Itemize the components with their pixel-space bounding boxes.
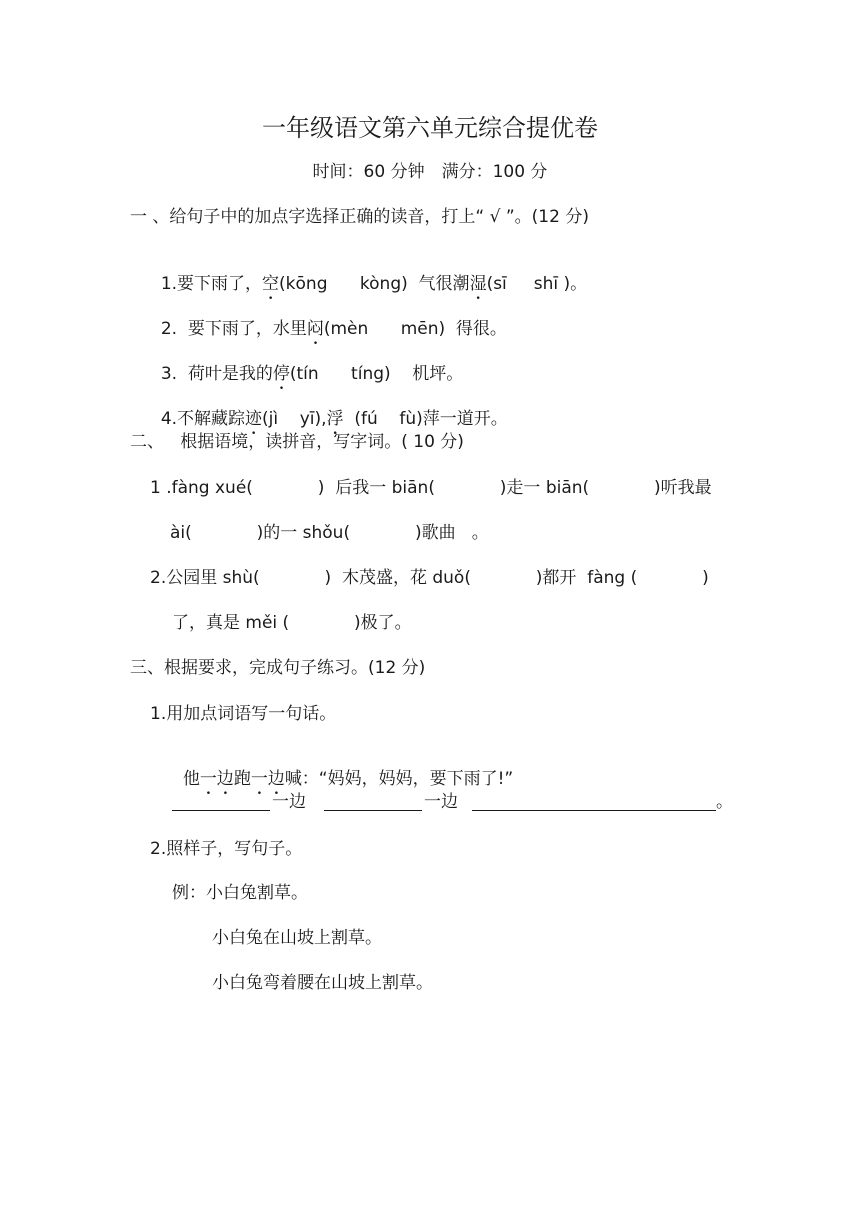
answer-blank-2[interactable] [324, 810, 422, 811]
text: 他 [182, 769, 200, 789]
text: (sī shī )。 [486, 274, 588, 294]
s2-question-1-line1: 1 .fàng xué( ) 后我一 biān( )走一 biān( )听我最 [150, 478, 712, 498]
s2-question-2-line2: 了，真是 měi ( )极了。 [172, 613, 412, 633]
section1-heading: 一 、给句子中的加点字选择正确的读音，打上“ √ ”。(12 分) [130, 207, 589, 227]
text: (tín tíng) 机坪。 [289, 364, 464, 384]
text: 跑 [233, 769, 251, 789]
section3-heading: 三、根据要求，完成句子练习。(12 分) [130, 658, 426, 678]
s3-example-line-1: 例：小白兔割草。 [172, 883, 308, 903]
dotted-char: 空 [262, 274, 280, 294]
text: (fú fù)萍一道开。 [343, 409, 508, 429]
dotted-word: 一边 [250, 769, 285, 789]
answer-blank-1[interactable] [172, 810, 270, 811]
dotted-char: 闷 [306, 319, 324, 339]
dotted-char: 浮 [326, 409, 344, 429]
s3-question-1-example [172, 743, 513, 799]
text: (jì yī), [262, 409, 327, 429]
fill-end-punct: 。 [716, 792, 733, 812]
page-subtitle: 时间：60 分钟 满分：100 分 [312, 162, 548, 182]
text: 喊：“妈妈，妈妈，要下雨了!” [284, 769, 514, 789]
dotted-word: 一边 [199, 769, 234, 789]
s3-question-2-title: 2.照样子，写句子。 [150, 839, 303, 859]
text: 2. 要下雨了，水里 [160, 319, 307, 339]
answer-blank-3[interactable] [472, 810, 716, 811]
fill-word-1: 一边 [272, 792, 306, 812]
s3-example-line-3: 小白兔弯着腰在山坡上割草。 [212, 973, 433, 993]
fill-word-2: 一边 [424, 792, 458, 812]
text: 1.要下雨了， [160, 274, 263, 294]
dotted-char: 迹 [245, 409, 263, 429]
text: 4.不解藏踪 [160, 409, 246, 429]
text: (mèn mēn) 得很。 [323, 319, 507, 339]
text: (kōng kòng) 气很潮 [279, 274, 470, 294]
s2-question-2-line1: 2.公园里 shù( ) 木茂盛，花 duǒ( )都开 fàng ( ) [150, 568, 709, 588]
s2-question-1-line2: ài( )的一 shǒu( )歌曲 。 [170, 523, 489, 543]
page-title: 一年级语文第六单元综合提优卷 [262, 114, 598, 142]
s3-question-1-title: 1.用加点词语写一句话。 [150, 704, 337, 724]
s3-example-line-2: 小白兔在山坡上割草。 [212, 928, 382, 948]
dotted-char: 停 [272, 364, 290, 384]
dotted-char: 湿 [469, 274, 487, 294]
section2-heading: 二、 根据语境，读拼音，写字词。( 10 分) [130, 432, 464, 452]
text: 3. 荷叶是我的 [160, 364, 273, 384]
